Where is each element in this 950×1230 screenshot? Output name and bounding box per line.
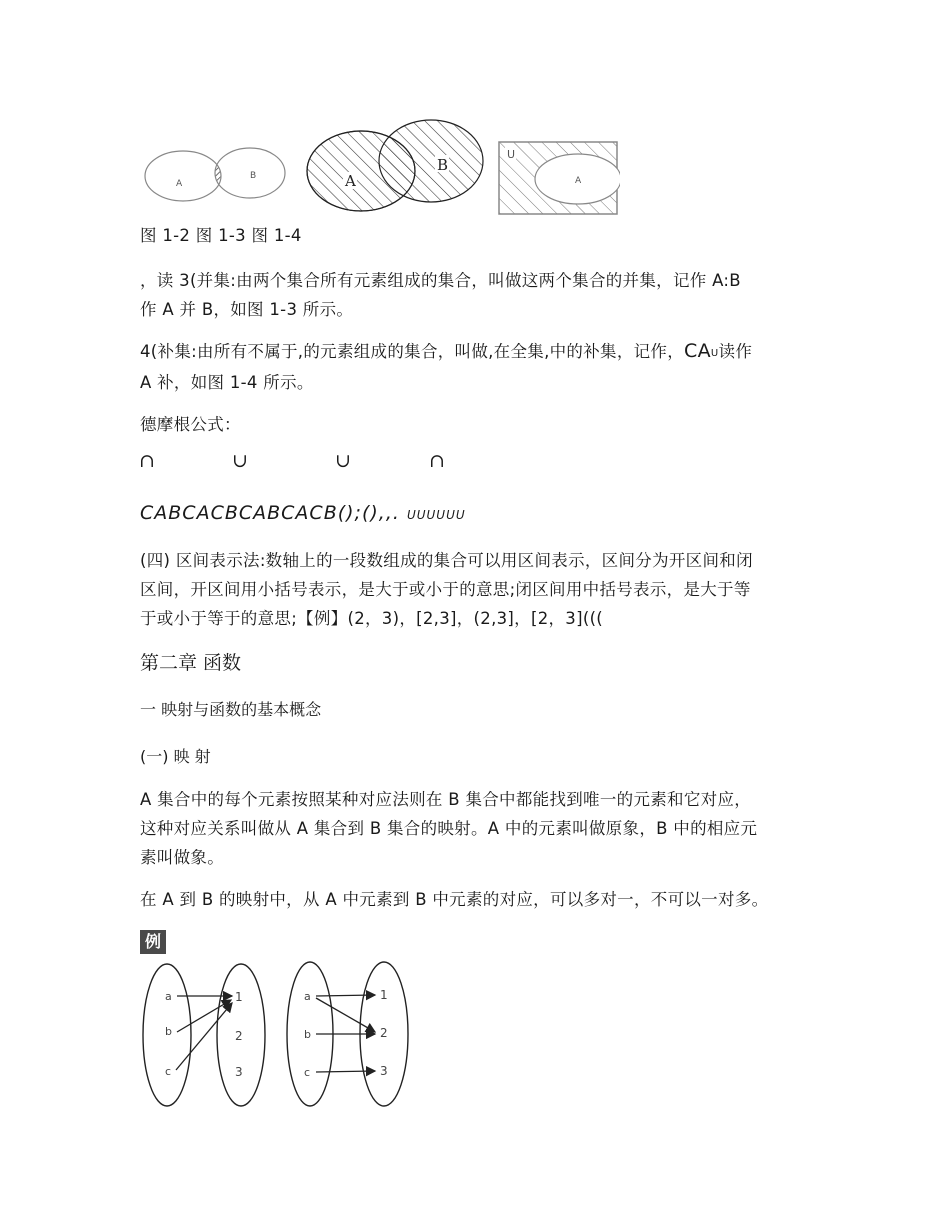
complement-line-1	[140, 337, 752, 368]
demorgan-formula-main: CABCACBCABCACB();(),,.	[140, 502, 400, 524]
interval-line-1: (四) 区间表示法:数轴上的一段数组成的集合可以用区间表示，区间分为开区间和闭	[140, 551, 753, 570]
mapping-line-3: 素叫做象。	[140, 848, 224, 867]
complement-symbol	[684, 340, 719, 362]
venn-13-label-a: A	[345, 172, 356, 190]
mapping-line-2: 这种对应关系叫做从 A 集合到 B 集合的映射。A 中的元素叫做原象，B 中的相应元	[140, 819, 758, 838]
complement-paragraph	[140, 337, 752, 397]
operator-intersection-1: ∩	[139, 450, 155, 472]
operator-union-2: ∪	[335, 450, 351, 472]
venn-figure-1-4	[498, 141, 620, 217]
venn-figure-1-2	[140, 138, 290, 210]
demorgan-title: 德摩根公式：	[140, 415, 241, 434]
union-paragraph	[140, 266, 741, 324]
venn-12-label-b: B	[250, 171, 257, 181]
left-codomain-1: 1	[235, 990, 243, 1004]
right-domain-c: c	[304, 1066, 311, 1079]
interval-line-2: 区间，开区间用小括号表示，是大于或小于的意思;闭区间用中括号表示，是大于等	[140, 580, 751, 599]
operator-union-1: ∪	[232, 450, 248, 472]
right-domain-b: b	[304, 1028, 311, 1041]
complement-line-1-prefix: 4(补集:由所有不属于,的元素组成的集合，叫做,在全集,中的补集，记作，	[140, 342, 685, 361]
complement-line-2: A 补，如图 1-4 所示。	[140, 373, 314, 392]
subsection-title: (一) 映 射	[140, 747, 211, 766]
interval-paragraph	[140, 546, 753, 633]
union-line-1: ，读 3(并集:由两个集合所有元素组成的集合，叫做这两个集合的并集，记作 A:B	[140, 271, 741, 290]
figure-caption: 图 1-2 图 1-3 图 1-4	[140, 226, 302, 245]
chapter-title: 第二章 函数	[140, 652, 242, 674]
left-domain-a: a	[165, 990, 172, 1003]
demorgan-formula-subs: UUUUUU	[406, 508, 466, 522]
demorgan-formula	[140, 502, 466, 524]
example-tag: 例	[140, 930, 166, 954]
left-codomain-3: 3	[235, 1065, 243, 1079]
left-codomain-2: 2	[235, 1029, 243, 1043]
union-line-2: 作 A 并 B，如图 1-3 所示。	[140, 300, 354, 319]
left-domain-b: b	[165, 1025, 172, 1038]
mapping-diagram-left	[140, 960, 270, 1110]
complement-symbol-main: CA	[684, 340, 711, 362]
mapping-rule: 在 A 到 B 的映射中，从 A 中元素到 B 中元素的对应，可以多对一，不可以一对多。	[140, 890, 769, 909]
operator-intersection-2: ∩	[429, 450, 445, 472]
mapping-diagram-right	[285, 958, 415, 1108]
venn-14-label-u: U	[507, 148, 516, 161]
venn-14-label-a: A	[575, 176, 582, 186]
right-codomain-3: 3	[380, 1064, 388, 1078]
venn-12-label-a: A	[176, 179, 183, 189]
section-title: 一 映射与函数的基本概念	[140, 700, 322, 719]
venn-figure-1-3	[303, 114, 488, 214]
interval-line-3: 于或小于等于的意思;【例】(2，3)，[2,3]，(2,3]，[2，3](((	[140, 609, 604, 628]
right-codomain-2: 2	[380, 1026, 388, 1040]
mapping-paragraph	[140, 785, 757, 872]
right-codomain-1: 1	[380, 988, 388, 1002]
complement-line-1-suffix: 读作	[718, 342, 753, 361]
right-domain-a: a	[304, 990, 311, 1003]
left-domain-c: c	[165, 1065, 172, 1078]
complement-symbol-sub: U	[710, 348, 719, 359]
venn-13-label-b: B	[437, 156, 449, 174]
mapping-line-1: A 集合中的每个元素按照某种对应法则在 B 集合中都能找到唯一的元素和它对应，	[140, 790, 752, 809]
